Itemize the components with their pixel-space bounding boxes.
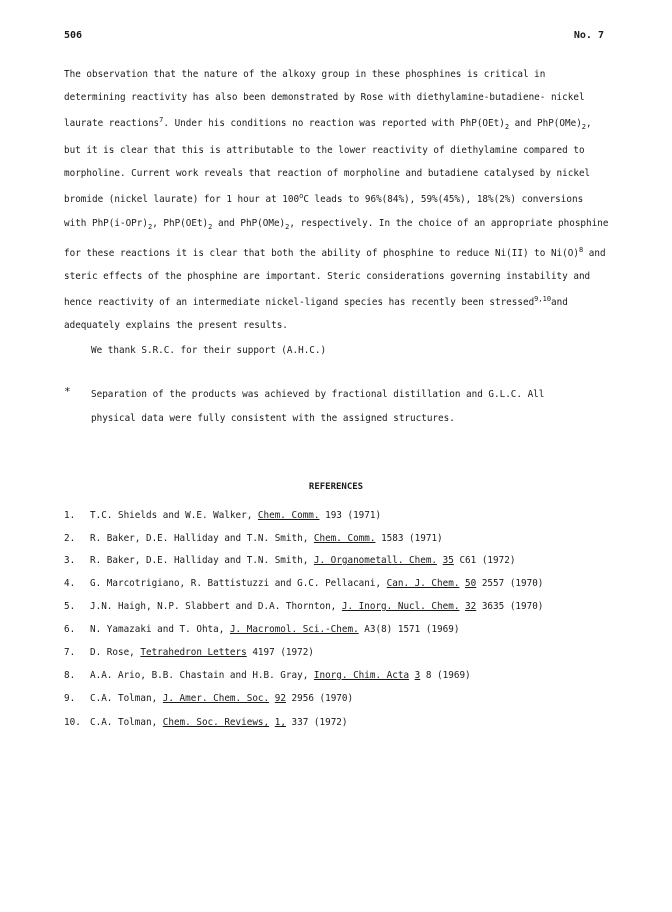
subscript: 2	[147, 222, 153, 231]
reference-journal: J. Inorg. Nucl. Chem.	[341, 601, 460, 612]
reference-authors: N. Yamazaki and T. Ohta,	[90, 624, 230, 635]
text-run: and adequately explains the present results.	[64, 296, 568, 332]
citation-superscript: 7	[159, 116, 164, 125]
reference-volume: 32	[465, 601, 477, 612]
reference-pages-year: C61 (1972)	[453, 555, 516, 566]
reference-number: 1.	[64, 510, 76, 521]
text-run: and PhP(OMe)	[212, 217, 286, 229]
degree-superscript: o	[299, 192, 304, 201]
reference-journal: J. Organometall. Chem.	[313, 555, 438, 566]
reference-journal: Inorg. Chim. Acta	[313, 670, 410, 681]
reference-journal: Tetrahedron Letters	[140, 647, 247, 658]
reference-authors: J.N. Haigh, N.P. Slabbert and D.A. Thornton,	[90, 601, 342, 612]
reference-authors: T.C. Shields and W.E. Walker,	[90, 510, 258, 521]
reference-number: 4.	[64, 578, 76, 589]
reference-authors: R. Baker, D.E. Halliday and T.N. Smith,	[90, 555, 314, 566]
reference-pages-year: 193 (1971)	[319, 510, 382, 521]
text-run: , but it is clear that this is attributable to the lower reactivity of diethylamine compared to morpholine. Current work reveals that reaction of morpholine and butadiene catalysed by nickel bromide (nickel laurate) for 1 hour at 100	[64, 118, 592, 206]
reference-pages-year: 8 (1969)	[420, 670, 471, 681]
reference-number: 5.	[64, 601, 76, 612]
subscript: 2	[285, 222, 290, 231]
issue-number: No. 7	[573, 30, 604, 41]
reference-pages-year: 4197 (1972)	[246, 647, 314, 658]
reference-item	[64, 533, 443, 544]
reference-authors: G. Marcotrigiano, R. Battistuzzi and G.C. Pellacani,	[90, 578, 387, 589]
page-number: 506	[64, 30, 83, 41]
text-run: The observation that the nature of the alkoxy group in these phosphines is critical in determining reactivity has also been demonstrated by Rose with diethylamine-butadiene- nickel laurate reactions	[64, 69, 585, 130]
reference-volume: 50	[465, 578, 477, 589]
references-heading: REFERENCES	[308, 482, 364, 492]
reference-journal: J. Macromol. Sci.-Chem.	[229, 624, 359, 635]
reference-volume: 92	[274, 693, 286, 704]
reference-journal: J. Amer. Chem. Soc.	[162, 693, 270, 704]
reference-item	[64, 647, 314, 658]
reference-number: 3.	[64, 555, 76, 566]
reference-pages-year: A3(8) 1571 (1969)	[358, 624, 460, 635]
footnote-marker: *	[64, 385, 71, 398]
reference-number: 2.	[64, 533, 76, 544]
text-run: C leads to 96%(84%), 59%(45%), 18%(2%) conversions with PhP(i-OPr)	[64, 194, 584, 229]
reference-journal: Chem. Comm.	[313, 533, 376, 544]
text-run: , PhP(OEt)	[152, 217, 209, 229]
reference-item	[64, 624, 459, 635]
subscript: 2	[504, 123, 510, 132]
acknowledgement: We thank S.R.C. for their support (A.H.C.)	[91, 345, 327, 356]
reference-authors: A.A. Ario, B.B. Chastain and H.B. Gray,	[90, 670, 314, 681]
reference-authors: C.A. Tolman,	[90, 693, 163, 704]
reference-item	[64, 670, 471, 681]
citation-superscript: 9,10	[534, 294, 552, 303]
text-run: and PhP(OMe)	[509, 118, 582, 130]
reference-item	[64, 693, 353, 704]
reference-number: 6.	[64, 624, 76, 635]
reference-pages-year: 1583 (1971)	[375, 533, 443, 544]
reference-number: 10.	[64, 717, 81, 728]
text-run: . Under his conditions no reaction was reported with PhP(OEt)	[163, 118, 505, 130]
reference-pages-year: 2557 (1970)	[476, 578, 544, 589]
subscript: 2	[581, 123, 587, 132]
text-run: and steric effects of the phosphine are important. Steric considerations governing instability and hence reactivity of an intermediate nickel-ligand species has recently been stressed	[64, 247, 606, 308]
reference-item	[64, 510, 381, 521]
reference-pages-year: 2956 (1970)	[285, 693, 354, 704]
reference-pages-year: 337 (1972)	[285, 717, 348, 728]
reference-item	[64, 601, 543, 612]
reference-journal: Chem. Comm.	[257, 510, 320, 521]
reference-item	[64, 578, 543, 589]
reference-authors: C.A. Tolman,	[90, 717, 163, 728]
citation-superscript: 8	[578, 245, 584, 254]
reference-pages-year: 3635 (1970)	[476, 601, 544, 612]
reference-journal: Can. J. Chem.	[386, 578, 460, 589]
footnote-text: Separation of the products was achieved by fractional distillation and G.L.C. All physical data were fully consistent with the assigned structures.	[91, 389, 545, 424]
text-run: , respectively. In the choice of an appropriate phosphine for these reactions it is clear that both the ability of phosphine to reduce Ni(II) to Ni(O)	[64, 217, 609, 259]
reference-volume: 35	[442, 555, 454, 566]
reference-authors: R. Baker, D.E. Halliday and T.N. Smith,	[90, 533, 314, 544]
reference-volume: 1,	[274, 717, 286, 728]
subscript: 2	[208, 222, 213, 231]
reference-number: 8.	[64, 670, 76, 681]
reference-item	[64, 555, 515, 566]
reference-item	[64, 717, 348, 728]
reference-journal: Chem. Soc. Reviews,	[162, 717, 270, 728]
reference-volume: 3	[414, 670, 421, 681]
reference-authors: D. Rose,	[90, 647, 141, 658]
reference-number: 7.	[64, 647, 76, 658]
reference-number: 9.	[64, 693, 76, 704]
body-paragraph	[64, 63, 609, 337]
